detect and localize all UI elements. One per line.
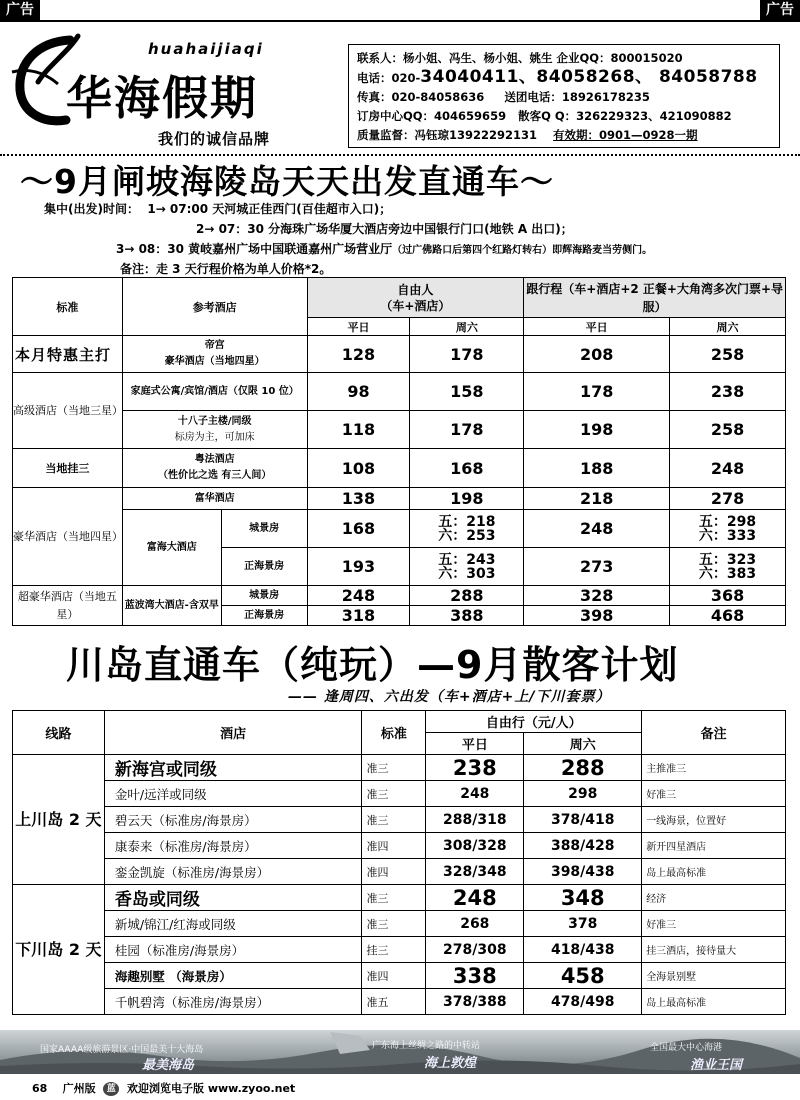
schedule-3-main: 3→ 08：30 黄岐嘉州广场中国联通嘉州广场营业厅: [116, 242, 393, 256]
price-cell: 278: [670, 488, 786, 510]
standard-cell: 准三: [362, 781, 426, 807]
price-fri: 五：218: [438, 513, 496, 530]
standard-cell: 超豪华酒店（当地五星）: [13, 586, 123, 626]
supervisor: 质量监督：冯钰琼13922292131: [357, 128, 538, 142]
chuandao-table-body: [13, 755, 786, 1015]
note-cell: 新开四星酒店: [642, 833, 786, 859]
price-weekday-cell: 248: [426, 885, 524, 911]
room-type-cell: 正海景房: [221, 548, 307, 586]
header-weekday-tour: 平日: [524, 318, 670, 336]
note-cell: 岛上最高标准: [642, 859, 786, 885]
page-number: 68: [32, 1082, 48, 1095]
standard-cell: 准三: [362, 807, 426, 833]
standard-cell: 高级酒店（当地三星）: [13, 373, 123, 449]
price-cell: [410, 510, 524, 548]
section-title-hailing: ～9月闸坡海陵岛天天出发直通车～: [20, 162, 554, 201]
table-row: [13, 373, 786, 411]
price-cell: 218: [524, 488, 670, 510]
schedule-3-note: （过广佛路口后第四个红路灯转右）即辉海路麦当劳侧门。: [392, 245, 653, 256]
edition-label: 广州版: [62, 1082, 96, 1095]
price-sat-cell: 478/498: [524, 989, 642, 1015]
header-standard: 标准: [13, 278, 123, 336]
contact-supervisor-row: [357, 126, 771, 145]
price-cell: 158: [410, 373, 524, 411]
standard-cell: 挂三: [362, 937, 426, 963]
price-cell: [670, 510, 786, 548]
standard-cell: 准四: [362, 963, 426, 989]
hotel-cell: 千帆碧湾（标准房/海景房）: [104, 989, 362, 1015]
banner-left-small: 国家AAAA级旅游景区·中国最美十大海岛: [40, 1045, 204, 1055]
schedule-note: 备注：走 3 天行程价格为单人价格*2。: [120, 262, 332, 276]
price-cell: 193: [307, 548, 410, 586]
logo-slogan: 我们的诚信品牌: [158, 130, 271, 148]
booking-qq: 订房中心QQ：404659659: [357, 109, 507, 123]
price-cell: 118: [307, 411, 410, 449]
price-fri: 五：243: [438, 551, 496, 568]
price-sat-cell: 388/428: [524, 833, 642, 859]
header-free-sub: （车+酒店）: [380, 298, 451, 313]
page-footer: [32, 1080, 295, 1096]
standard-cell: 豪华酒店（当地四星）: [13, 488, 123, 586]
hailing-price-table: [12, 277, 786, 626]
price-fri: 五：298: [698, 513, 757, 530]
price-sat-cell: 288: [524, 755, 642, 781]
price-cell: 198: [524, 411, 670, 449]
price-cell: 328: [524, 586, 670, 606]
hotel-cell: 新城/锦江/红海或同级: [104, 911, 362, 937]
price-sat: 六：253: [438, 527, 496, 544]
hotel-name: 十八子主楼/同级: [177, 415, 252, 427]
hotel-name: 粤法酒店: [194, 454, 235, 465]
table-row: [13, 449, 786, 488]
price-cell: [670, 548, 786, 586]
price-weekday-cell: 378/388: [426, 989, 524, 1015]
price-sat: 六：303: [438, 565, 496, 582]
hotel-cell: 海趣别墅 （海景房）: [104, 963, 362, 989]
schedule-2: 2→ 07：30 分海珠广场华厦大酒店旁边中国银行门口(地铁 A 出口)；: [196, 222, 573, 236]
table-row: [13, 807, 786, 833]
table-row: [13, 963, 786, 989]
standard-cell: 准四: [362, 833, 426, 859]
header-free-label: 自由人: [397, 282, 434, 297]
price-weekday-cell: 328/348: [426, 859, 524, 885]
price-cell: 98: [307, 373, 410, 411]
company-logo: [8, 32, 338, 150]
banner-left-big: 最美海岛: [142, 1058, 195, 1073]
hotel-cell: [122, 449, 307, 488]
standard-cell: 准四: [362, 859, 426, 885]
header-standard: 标准: [362, 711, 426, 755]
hotel-desc: 标房为主，可加床: [174, 431, 255, 443]
price-cell: 178: [410, 411, 524, 449]
header-tour: 跟行程（车+酒店+2 正餐+大角湾多次门票+导服）: [524, 278, 786, 318]
table-row: [13, 885, 786, 911]
ad-tag-right: 广告: [760, 0, 800, 20]
note-cell: 主推准三: [642, 755, 786, 781]
price-sat: 六：383: [698, 565, 757, 582]
logo-main-text: 华海假期: [66, 71, 258, 125]
contact-box: [348, 44, 780, 148]
price-cell: 168: [307, 510, 410, 548]
route-cell: 上川岛 2 天: [13, 755, 105, 885]
hotel-cell: 富华酒店: [122, 488, 307, 510]
header-sat-tour: 周六: [670, 318, 786, 336]
schedule-1: [44, 200, 391, 217]
price-cell: 248: [307, 586, 410, 606]
price-sat-cell: 418/438: [524, 937, 642, 963]
price-cell: 398: [524, 606, 670, 626]
price-cell: 128: [307, 336, 410, 373]
table-row: [13, 510, 786, 548]
price-cell: 198: [410, 488, 524, 510]
table-row: [13, 937, 786, 963]
table-row: [13, 586, 786, 606]
price-cell: 288: [410, 586, 524, 606]
price-cell: 108: [307, 449, 410, 488]
top-rule: [0, 20, 800, 22]
price-sat-cell: 348: [524, 885, 642, 911]
group-phone: 送团电话：18926178235: [504, 90, 650, 104]
hotel-cell: 銮金凯旋（标准房/海景房）: [104, 859, 362, 885]
header-free-travel: 自由行（元/人）: [426, 711, 642, 733]
price-cell: 188: [524, 449, 670, 488]
hotel-cell: 香岛或同级: [104, 885, 362, 911]
table-row: [13, 911, 786, 937]
phone-numbers: 34040411、84058268、 84058788: [420, 67, 758, 87]
table-row: [13, 859, 786, 885]
table-row: [13, 781, 786, 807]
price-weekday-cell: 338: [426, 963, 524, 989]
price-weekday-cell: 268: [426, 911, 524, 937]
note-cell: 好准三: [642, 781, 786, 807]
validity: 有效期：0901—0928一期: [553, 128, 698, 142]
price-sat-cell: 378/418: [524, 807, 642, 833]
note-cell: 好准三: [642, 911, 786, 937]
hotel-cell: 金叶/远洋或同级: [104, 781, 362, 807]
table-row: [13, 755, 786, 781]
header-free-travel: [307, 278, 524, 318]
header-sat: 周六: [524, 733, 642, 755]
table-row: [13, 488, 786, 510]
price-weekday-cell: 308/328: [426, 833, 524, 859]
route-cell: 下川岛 2 天: [13, 885, 105, 1015]
hotel-desc: 豪华酒店（当地四星）: [164, 356, 265, 367]
ad-tag-left: 广告: [0, 0, 40, 20]
fax: 传真：020-84058636: [357, 90, 485, 104]
note-cell: 全海景别墅: [642, 963, 786, 989]
table-row: [13, 411, 786, 449]
header-note: 备注: [642, 711, 786, 755]
price-cell: 138: [307, 488, 410, 510]
contact-qq-row: [357, 107, 771, 126]
standard-cell: 准五: [362, 989, 426, 1015]
price-weekday-cell: 278/308: [426, 937, 524, 963]
hotel-cell: 蓝波湾大酒店-含双早: [122, 586, 221, 626]
price-cell: 238: [670, 373, 786, 411]
contact-persons: 联系人：杨小姐、冯生、杨小姐、姚生 企业QQ：800015020: [357, 51, 683, 65]
hotel-cell: 碧云天（标准房/海景房）: [104, 807, 362, 833]
price-cell: 368: [670, 586, 786, 606]
price-sat-cell: 398/438: [524, 859, 642, 885]
hotel-cell: 新海宫或同级: [104, 755, 362, 781]
price-weekday-cell: 248: [426, 781, 524, 807]
price-cell: 178: [524, 373, 670, 411]
header-weekday-free: 平日: [307, 318, 410, 336]
note-cell: 挂三酒店，接待量大: [642, 937, 786, 963]
header-weekday: 平日: [426, 733, 524, 755]
schedule-label: 集中(出发)时间：: [44, 202, 139, 216]
standard-cell: 准三: [362, 885, 426, 911]
price-cell: 248: [524, 510, 670, 548]
retail-qq: 散客Q Q：326229323、421090882: [518, 109, 732, 123]
hotel-cell: [122, 411, 307, 449]
price-cell: 318: [307, 606, 410, 626]
table-row: [13, 833, 786, 859]
hotel-cell: 桂园（标准房/海景房）: [104, 937, 362, 963]
room-type-cell: 正海景房: [221, 606, 307, 626]
header-hotel: 参考酒店: [122, 278, 307, 336]
price-sat-cell: 298: [524, 781, 642, 807]
price-cell: 168: [410, 449, 524, 488]
footer-website[interactable]: 欢迎浏览电子版 www.zyoo.net: [126, 1082, 296, 1095]
standard-cell: 当地挂三: [13, 449, 123, 488]
header-route: 线路: [13, 711, 105, 755]
note-cell: 经济: [642, 885, 786, 911]
standard-cell: 准三: [362, 755, 426, 781]
price-fri: 五：323: [698, 551, 757, 568]
banner-mid-big: 海上敦煌: [424, 1056, 477, 1071]
price-sat: 六：333: [698, 527, 757, 544]
price-cell: 273: [524, 548, 670, 586]
logo-latin-text: huahaijiaqi: [148, 40, 264, 58]
banner-mid-small: 广东海上丝绸之路的中转站: [372, 1041, 481, 1051]
price-cell: 178: [410, 336, 524, 373]
note-cell: 岛上最高标准: [642, 989, 786, 1015]
room-type-cell: 城景房: [221, 510, 307, 548]
table-header-row: [13, 278, 786, 318]
price-weekday-cell: 238: [426, 755, 524, 781]
price-cell: 258: [670, 411, 786, 449]
special-label: 本月特惠主打: [13, 336, 123, 373]
publisher-logo-icon: 蓝: [103, 1082, 119, 1096]
phone-label: 电话：020-: [357, 71, 421, 85]
banner-right-big: 渔业王国: [690, 1058, 743, 1073]
contact-phone: [357, 68, 771, 88]
price-cell: 388: [410, 606, 524, 626]
standard-cell: 准三: [362, 911, 426, 937]
price-cell: 248: [670, 449, 786, 488]
banner-right-small: 全国最大中心海港: [650, 1043, 723, 1053]
schedule-3: [116, 240, 652, 257]
price-cell: 258: [670, 336, 786, 373]
price-cell: 468: [670, 606, 786, 626]
scenic-banner: [0, 1030, 800, 1074]
section-title-chuandao: 川岛直通车（纯玩）—9月散客计划: [66, 643, 679, 687]
hotel-cell: 康泰来（标准房/海景房）: [104, 833, 362, 859]
header-sat-free: 周六: [410, 318, 524, 336]
hotel-cell: 家庭式公寓/宾馆/酒店（仅限 10 位）: [122, 373, 307, 411]
price-sat-cell: 458: [524, 963, 642, 989]
header-hotel: 酒店: [104, 711, 362, 755]
note-cell: 一线海景，位置好: [642, 807, 786, 833]
price-cell: [410, 548, 524, 586]
hotel-desc: （性价比之选 有三人间）: [157, 470, 272, 481]
hotel-cell: [122, 336, 307, 373]
schedule-1-text: 1→ 07:00 天河城正佳西门(百佳超市入口)；: [147, 202, 392, 216]
table-row: [13, 336, 786, 373]
section-subtitle-chuandao: —— 逢周四、六出发（车+酒店+上/下川套票）: [288, 689, 611, 705]
price-weekday-cell: 288/318: [426, 807, 524, 833]
room-type-cell: 城景房: [221, 586, 307, 606]
hotel-name: 帝宫: [204, 340, 225, 351]
table-header-row: [13, 711, 786, 733]
hotel-cell: 富海大酒店: [122, 510, 221, 586]
contact-fax-row: [357, 88, 771, 107]
table-row: [13, 989, 786, 1015]
price-cell: 208: [524, 336, 670, 373]
chuandao-price-table: [12, 710, 786, 1015]
price-sat-cell: 378: [524, 911, 642, 937]
